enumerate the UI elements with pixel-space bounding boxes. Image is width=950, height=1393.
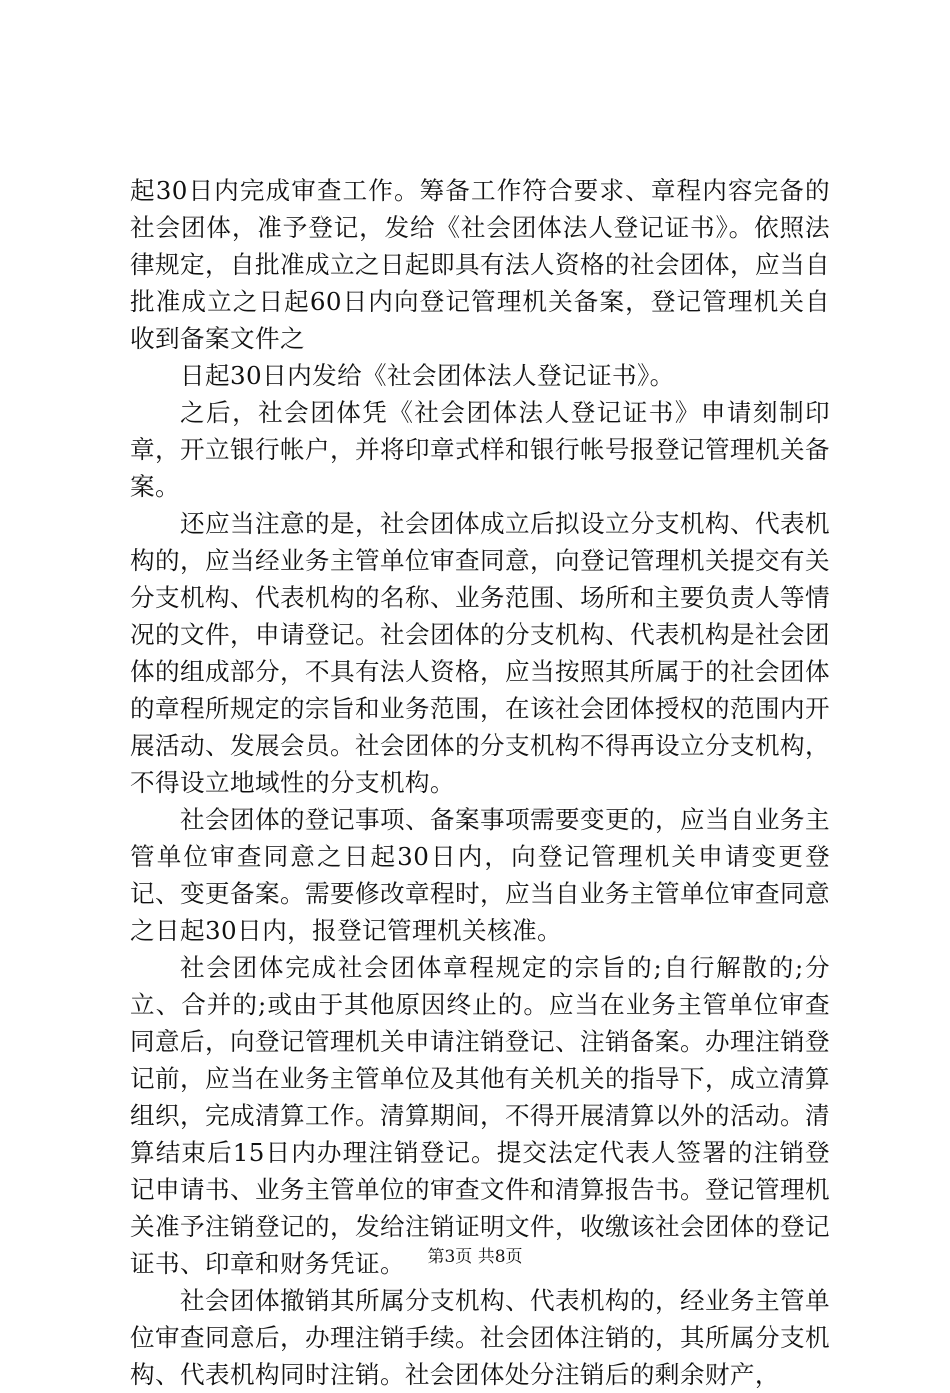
paragraph-3: 之后，社会团体凭《社会团体法人登记证书》申请刻制印章，开立银行帐户，并将印章式样和银行帐号报登记管理机关备案。	[130, 398, 830, 501]
paragraph-5: 社会团体的登记事项、备案事项需要变更的，应当自业务主管单位审查同意之日起30日内，向登记管理机关申请变更登记、变更备案。需要修改章程时，应当自业务主管单位审查同意之日起30日内，报登记管理机关核准。	[130, 805, 830, 945]
paragraph-6: 社会团体完成社会团体章程规定的宗旨的;自行解散的;分立、合并的;或由于其他原因终止的。应当在业务主管单位审查同意后，向登记管理机关申请注销登记、注销备案。办理注销登记前，应当在业务主管单位及其他有关机关的指导下，成立清算组织，完成清算工作。清算期间，不得开展清算以外的活动。清算结束后15日内办理注销登记。提交法定代表人签署的注销登记申请书、业务主管单位的审查文件和清算报告书。登记管理机关准予注销登记的，发给注销证明文件，收缴该社会团体的登记证书、印章和财务凭证。	[130, 953, 830, 1278]
paragraph-1: 起30日内完成审查工作。筹备工作符合要求、章程内容完备的社会团体，准予登记，发给《社会团体法人登记证书》。依照法律规定，自批准成立之日起即具有法人资格的社会团体，应当自批准成立之日起60日内向登记管理机关备案，登记管理机关自收到备案文件之	[130, 176, 830, 353]
paragraph-7: 社会团体撤销其所属分支机构、代表机构的，经业务主管单位审查同意后，办理注销手续。社会团体注销的，其所属分支机构、代表机构同时注销。社会团体处分注销后的剩余财产，	[130, 1286, 830, 1389]
paragraph-4: 还应当注意的是，社会团体成立后拟设立分支机构、代表机构的，应当经业务主管单位审查同意，向登记管理机关提交有关分支机构、代表机构的名称、业务范围、场所和主要负责人等情况的文件，申请登记。社会团体的分支机构、代表机构是社会团体的组成部分，不具有法人资格，应当按照其所属于的社会团体的章程所规定的宗旨和业务范围，在该社会团体授权的范围内开展活动、发展会员。社会团体的分支机构不得再设立分支机构，不得设立地域性的分支机构。	[130, 509, 830, 797]
paragraph-2: 日起30日内发给《社会团体法人登记证书》。	[180, 361, 675, 390]
page-footer: 第3页 共8页	[427, 1247, 523, 1267]
document-body	[130, 172, 830, 1393]
